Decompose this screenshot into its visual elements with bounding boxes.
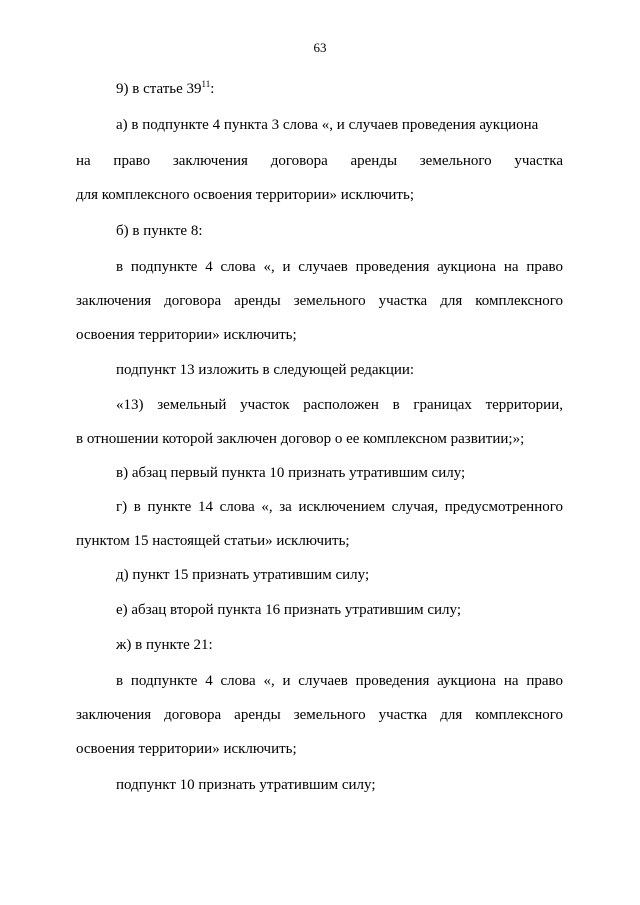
paragraph-line: г) в пункте 14 слова «, за исключением случая, предусмотренного [116,499,563,515]
paragraph-line: освоения территории» исключить; [76,741,297,757]
paragraph-line: б) в пункте 8: [116,223,203,239]
page-number: 63 [313,40,327,55]
article-superscript: 11 [201,79,211,89]
paragraph-line: «13) земельный участок расположен в границах территории, [116,397,563,413]
paragraph-line: заключения договора аренды земельного участка для комплексного [76,707,563,723]
paragraph-line: е) абзац второй пункта 16 признать утратившим силу; [116,602,461,618]
paragraph-line: пунктом 15 настоящей статьи» исключить; [76,533,350,549]
paragraph-line: в) абзац первый пункта 10 признать утратившим силу; [116,465,466,481]
paragraph-line: ж) в пункте 21: [116,637,213,653]
paragraph-line: подпункт 10 признать утратившим силу; [116,777,376,793]
paragraph-line: в подпункте 4 слова «, и случаев проведения аукциона на право [116,259,563,275]
paragraph-line: в подпункте 4 слова «, и случаев проведения аукциона на право [116,673,563,689]
paragraph-line: для комплексного освоения территории» исключить; [76,187,414,203]
paragraph-line: освоения территории» исключить; [76,327,297,343]
paragraph-line: в отношении которой заключен договор о ее комплексном развитии;»; [76,431,525,447]
paragraph-line: на право заключения договора аренды земельного участка [76,153,563,169]
item-9-text: 9) в статье 39 [116,81,202,97]
item-9-colon: : [210,81,215,97]
paragraph-line: а) в подпункте 4 пункта 3 слова «, и случаев проведения аукциона [116,117,539,133]
item-9-heading [116,80,214,98]
paragraph-line: подпункт 13 изложить в следующей редакции: [116,362,415,378]
paragraph-line: заключения договора аренды земельного участка для комплексного [76,293,563,309]
paragraph-line: д) пункт 15 признать утратившим силу; [116,567,370,583]
